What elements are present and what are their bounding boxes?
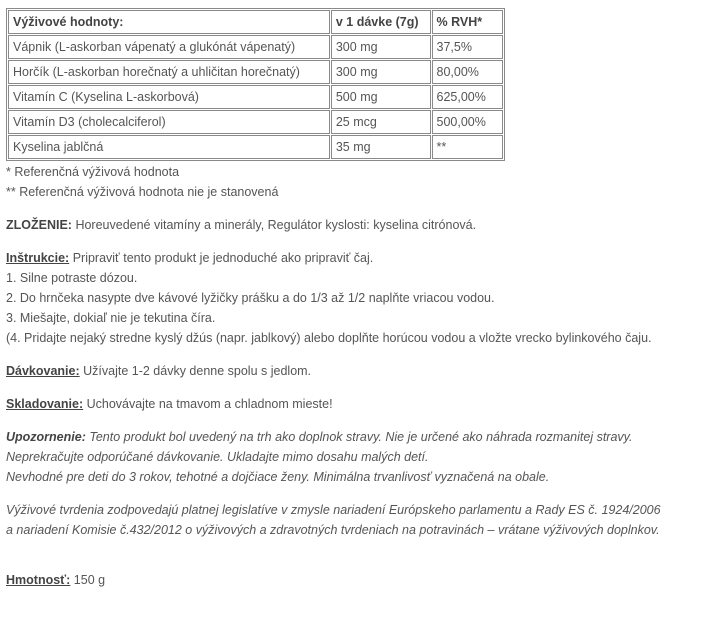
storage-label: Skladovanie: xyxy=(6,397,84,411)
dosage xyxy=(6,361,706,381)
nutrient-name: Vitamín D3 (cholecalciferol) xyxy=(8,110,330,134)
net-weight-text: 150 g xyxy=(70,573,106,587)
column-header-per-dose: v 1 dávke (7g) xyxy=(331,10,431,34)
warning-line: Nevhodné pre deti do 3 rokov, tehotné a dojčiace ženy. Minimálna trvanlivosť vyznačená na obale. xyxy=(6,470,550,484)
nutrition-table xyxy=(6,8,505,161)
nutrient-amount: 35 mg xyxy=(331,135,431,159)
warning-line: Neprekračujte odporúčané dávkovanie. Ukladajte mimo dosahu malých detí. xyxy=(6,450,429,464)
instruction-step: (4. Pridajte nejaký stredne kyslý džús (napr. jablkový) alebo doplňte horúcou vodou a vložte vrecko bylinkového čaju. xyxy=(6,331,652,345)
nutrient-name: Vitamín C (Kyselina L-askorbová) xyxy=(8,85,330,109)
nutrient-name: Vápnik (L-askorban vápenatý a glukónát vápenatý) xyxy=(8,35,330,59)
nutrient-rvh: 80,00% xyxy=(432,60,503,84)
column-header-rvh: % RVH* xyxy=(432,10,503,34)
table-row xyxy=(8,35,503,59)
composition-label: ZLOŽENIE: xyxy=(6,218,72,232)
product-info xyxy=(6,8,706,590)
dosage-text: Užívajte 1-2 dávky denne spolu s jedlom. xyxy=(79,364,312,378)
warning-label: Upozornenie: xyxy=(6,430,86,444)
instruction-step: 3. Miešajte, dokiaľ nie je tekutina číra. xyxy=(6,311,216,325)
table-row xyxy=(8,60,503,84)
warning-text: Tento produkt bol uvedený na trh ako doplnok stravy. Nie je určené ako náhrada rozmanitej stravy. xyxy=(85,430,633,444)
composition xyxy=(6,215,706,235)
nutrient-rvh: 625,00% xyxy=(432,85,503,109)
claims-line: Výživové tvrdenia zodpovedajú platnej legislatíve v zmysle nariadení Európskeho parlamentu a Rady ES č. 1924/2006 xyxy=(6,503,661,517)
table-header-row xyxy=(8,10,503,34)
warning xyxy=(6,427,706,447)
storage-text: Uchovávajte na tmavom a chladnom mieste! xyxy=(83,397,333,411)
net-weight-label: Hmotnosť: xyxy=(6,573,71,587)
table-row xyxy=(8,110,503,134)
nutrient-amount: 300 mg xyxy=(331,35,431,59)
instruction-step: 1. Silne potraste dózou. xyxy=(6,271,138,285)
nutrient-rvh: ** xyxy=(432,135,503,159)
table-row xyxy=(8,85,503,109)
instructions-label: Inštrukcie: xyxy=(6,251,70,265)
storage xyxy=(6,394,706,414)
claims-line: a nariadení Komisie č.432/2012 o výživových a zdravotných tvrdeniach na potravinách – vrátane výživových doplnkov. xyxy=(6,523,660,537)
instruction-step: 2. Do hrnčeka nasypte dve kávové lyžičky prášku a do 1/3 až 1/2 naplňte vriacou vodou. xyxy=(6,291,495,305)
dosage-label: Dávkovanie: xyxy=(6,364,80,378)
instructions xyxy=(6,248,706,268)
net-weight xyxy=(6,570,706,590)
nutrient-rvh: 37,5% xyxy=(432,35,503,59)
nutrient-amount: 25 mcg xyxy=(331,110,431,134)
table-row xyxy=(8,135,503,159)
nutrient-name: Kyselina jablčná xyxy=(8,135,330,159)
instructions-text: Pripraviť tento produkt je jednoduché ako pripraviť čaj. xyxy=(69,251,374,265)
footnote-rvh: * Referenčná výživová hodnota xyxy=(6,165,180,179)
nutrient-amount: 300 mg xyxy=(331,60,431,84)
composition-text: Horeuvedené vitamíny a minerály, Regulátor kyslosti: kyselina citrónová. xyxy=(71,218,477,232)
column-header-nutrients: Výživové hodnoty: xyxy=(8,10,330,34)
nutrient-name: Horčík (L-askorban horečnatý a uhličitan horečnatý) xyxy=(8,60,330,84)
nutrient-amount: 500 mg xyxy=(331,85,431,109)
nutrient-rvh: 500,00% xyxy=(432,110,503,134)
footnote-rvh-not-set: ** Referenčná výživová hodnota nie je stanovená xyxy=(6,185,279,199)
